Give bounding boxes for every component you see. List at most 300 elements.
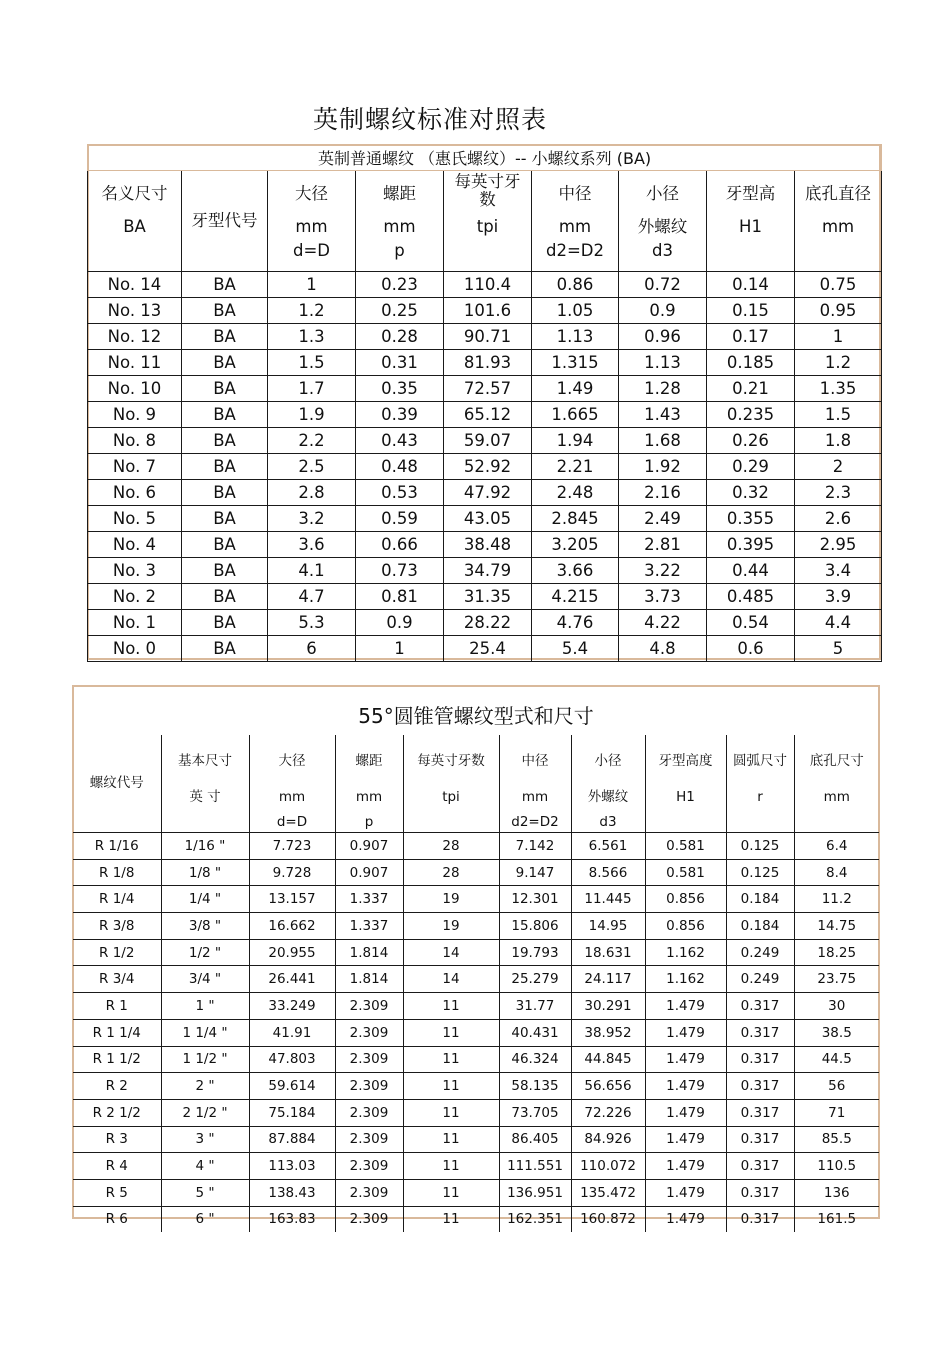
table-cell: 86.405 xyxy=(499,1126,571,1153)
table-cell: 1.479 xyxy=(645,1046,726,1073)
table-cell: 75.184 xyxy=(249,1099,335,1126)
table-cell: 0.317 xyxy=(726,1206,794,1232)
table-cell: 33.249 xyxy=(249,993,335,1020)
table-cell: R 1/8 xyxy=(73,859,161,886)
table-cell: 3.2 xyxy=(268,506,356,532)
table-cell: No. 13 xyxy=(88,298,182,324)
ba-table-row xyxy=(88,532,882,558)
table-cell: 0.355 xyxy=(707,506,795,532)
table-cell: No. 8 xyxy=(88,428,182,454)
table-cell: 11 xyxy=(403,1099,499,1126)
table-cell: 9.728 xyxy=(249,859,335,886)
pipe-header-pitch: 螺距 mm p xyxy=(335,735,403,833)
table-cell: 0.95 xyxy=(795,298,882,324)
table-cell: 71 xyxy=(794,1099,879,1126)
table-cell: 2.309 xyxy=(335,1153,403,1180)
ba-table-row xyxy=(88,272,882,298)
table-cell: 0.317 xyxy=(726,993,794,1020)
table-cell: 31.35 xyxy=(444,584,532,610)
table-cell: 1.9 xyxy=(268,402,356,428)
ba-thread-table xyxy=(87,144,882,662)
table-cell: 28 xyxy=(403,859,499,886)
table-cell: 0.9 xyxy=(619,298,707,324)
table-cell: 2.16 xyxy=(619,480,707,506)
table-cell: 2.21 xyxy=(532,454,619,480)
table-cell: 2.6 xyxy=(795,506,882,532)
ba-table-row xyxy=(88,298,882,324)
table-cell: BA xyxy=(182,454,268,480)
ba-table-row xyxy=(88,584,882,610)
table-cell: 0.32 xyxy=(707,480,795,506)
table-cell: 1.35 xyxy=(795,376,882,402)
table-cell: 0.15 xyxy=(707,298,795,324)
table-cell: 18.631 xyxy=(571,939,645,966)
table-cell: 44.5 xyxy=(794,1046,879,1073)
ba-header-nominal: 名义尺寸 BA xyxy=(88,171,182,272)
table-cell: No. 14 xyxy=(88,272,182,298)
table-cell: 0.59 xyxy=(356,506,444,532)
table-cell: 2.309 xyxy=(335,1126,403,1153)
table-cell: 3.66 xyxy=(532,558,619,584)
table-cell: 24.117 xyxy=(571,966,645,993)
table-cell: 19.793 xyxy=(499,939,571,966)
table-cell: 0.395 xyxy=(707,532,795,558)
table-cell: BA xyxy=(182,636,268,662)
table-cell: 8.566 xyxy=(571,859,645,886)
table-cell: 110.4 xyxy=(444,272,532,298)
table-cell: 0.317 xyxy=(726,1046,794,1073)
table-cell: 0.48 xyxy=(356,454,444,480)
table-cell: 1.479 xyxy=(645,1073,726,1100)
table-cell: 136.951 xyxy=(499,1179,571,1206)
table-cell: No. 12 xyxy=(88,324,182,350)
table-cell: 0.125 xyxy=(726,833,794,860)
ba-table-row xyxy=(88,454,882,480)
table-cell: 1.479 xyxy=(645,1206,726,1232)
pipe-header-drill-size: 底孔尺寸 mm xyxy=(794,735,879,833)
table-cell: 0.856 xyxy=(645,913,726,940)
table-cell: 11 xyxy=(403,1019,499,1046)
pipe-header-code: 螺纹代号 xyxy=(73,735,161,833)
ba-table-row xyxy=(88,350,882,376)
table-cell: 81.93 xyxy=(444,350,532,376)
table-cell: 11 xyxy=(403,1206,499,1232)
table-cell: 3.73 xyxy=(619,584,707,610)
table-cell: No. 1 xyxy=(88,610,182,636)
table-cell: 4.22 xyxy=(619,610,707,636)
table-cell: 5 xyxy=(795,636,882,662)
table-cell: 0.485 xyxy=(707,584,795,610)
table-cell: 0.185 xyxy=(707,350,795,376)
table-cell: 38.5 xyxy=(794,1019,879,1046)
table-cell: 47.92 xyxy=(444,480,532,506)
table-cell: 3.205 xyxy=(532,532,619,558)
table-cell: 0.317 xyxy=(726,1099,794,1126)
table-cell: 1 xyxy=(356,636,444,662)
table-cell: 1.162 xyxy=(645,939,726,966)
ba-table-row xyxy=(88,402,882,428)
table-cell: 0.17 xyxy=(707,324,795,350)
table-cell: 6.561 xyxy=(571,833,645,860)
pipe-header-thread-height: 牙型高度 H1 xyxy=(645,735,726,833)
table-cell: 46.324 xyxy=(499,1046,571,1073)
table-cell: 25.279 xyxy=(499,966,571,993)
ba-header-major-dia: 大径 mm d=D xyxy=(268,171,356,272)
table-cell: 43.05 xyxy=(444,506,532,532)
table-cell: No. 4 xyxy=(88,532,182,558)
table-cell: 1.814 xyxy=(335,939,403,966)
table-cell: No. 3 xyxy=(88,558,182,584)
pipe-table-row xyxy=(73,913,879,940)
table-cell: 0.317 xyxy=(726,1126,794,1153)
table-cell: 136 xyxy=(794,1179,879,1206)
table-cell: 0.6 xyxy=(707,636,795,662)
table-cell: 0.26 xyxy=(707,428,795,454)
table-cell: 2.49 xyxy=(619,506,707,532)
table-cell: 59.07 xyxy=(444,428,532,454)
ba-header-drill-dia: 底孔直径 mm xyxy=(795,171,882,272)
table-cell: R 1 1/4 xyxy=(73,1019,161,1046)
table-cell: 3/8 " xyxy=(161,913,249,940)
table-cell: 0.21 xyxy=(707,376,795,402)
table-cell: 0.14 xyxy=(707,272,795,298)
table-cell: 73.705 xyxy=(499,1099,571,1126)
table-cell: R 1 1/2 xyxy=(73,1046,161,1073)
pipe-table-row xyxy=(73,1046,879,1073)
ba-table-row xyxy=(88,610,882,636)
table-cell: 11 xyxy=(403,1126,499,1153)
table-cell: BA xyxy=(182,402,268,428)
table-cell: 0.29 xyxy=(707,454,795,480)
table-cell: 162.351 xyxy=(499,1206,571,1232)
table-cell: 2.8 xyxy=(268,480,356,506)
table-cell: 7.142 xyxy=(499,833,571,860)
table-cell: No. 7 xyxy=(88,454,182,480)
table-cell: 110.072 xyxy=(571,1153,645,1180)
table-cell: 11 xyxy=(403,1179,499,1206)
table-cell: 1/4 " xyxy=(161,886,249,913)
table-cell: 4.7 xyxy=(268,584,356,610)
pipe-table-row xyxy=(73,1019,879,1046)
table-cell: 44.845 xyxy=(571,1046,645,1073)
table-cell: 1.337 xyxy=(335,886,403,913)
table-cell: 11 xyxy=(403,1046,499,1073)
table-cell: 38.48 xyxy=(444,532,532,558)
table-cell: 30 xyxy=(794,993,879,1020)
table-cell: 41.91 xyxy=(249,1019,335,1046)
table-cell: 1 1/2 " xyxy=(161,1046,249,1073)
table-cell: 56 xyxy=(794,1073,879,1100)
table-cell: 5 " xyxy=(161,1179,249,1206)
table-cell: 6 xyxy=(268,636,356,662)
table-cell: 4 " xyxy=(161,1153,249,1180)
table-cell: R 1 xyxy=(73,993,161,1020)
table-cell: 5.4 xyxy=(532,636,619,662)
table-cell: 25.4 xyxy=(444,636,532,662)
table-cell: 34.79 xyxy=(444,558,532,584)
table-cell: R 5 xyxy=(73,1179,161,1206)
table-cell: 14.95 xyxy=(571,913,645,940)
table-cell: No. 0 xyxy=(88,636,182,662)
table-cell: 2 1/2 " xyxy=(161,1099,249,1126)
table-cell: 0.184 xyxy=(726,913,794,940)
table-cell: BA xyxy=(182,272,268,298)
pipe-header-arc-radius: 圆弧尺寸 r xyxy=(726,735,794,833)
ba-table-caption: 英制普通螺纹 （惠氏螺纹）-- 小螺纹系列 (BA) xyxy=(88,145,882,171)
table-cell: 1.13 xyxy=(619,350,707,376)
table-cell: 0.96 xyxy=(619,324,707,350)
table-cell: 0.317 xyxy=(726,1073,794,1100)
pipe-header-basic-size: 基本尺寸 英 寸 xyxy=(161,735,249,833)
table-cell: BA xyxy=(182,480,268,506)
table-cell: 3.9 xyxy=(795,584,882,610)
ba-header-tpi: 每英寸牙数 tpi xyxy=(444,171,532,272)
table-cell: 0.235 xyxy=(707,402,795,428)
table-cell: 1.68 xyxy=(619,428,707,454)
table-cell: 4.1 xyxy=(268,558,356,584)
table-cell: 1/16 " xyxy=(161,833,249,860)
table-cell: 47.803 xyxy=(249,1046,335,1073)
table-cell: BA xyxy=(182,428,268,454)
table-cell: 7.723 xyxy=(249,833,335,860)
table-cell: 1.479 xyxy=(645,1153,726,1180)
table-cell: BA xyxy=(182,610,268,636)
table-cell: 2.95 xyxy=(795,532,882,558)
table-cell: 1.479 xyxy=(645,993,726,1020)
table-cell: 1 " xyxy=(161,993,249,1020)
table-cell: 2.309 xyxy=(335,993,403,1020)
table-cell: 3.22 xyxy=(619,558,707,584)
table-cell: 0.23 xyxy=(356,272,444,298)
table-cell: 1.665 xyxy=(532,402,619,428)
table-cell: No. 10 xyxy=(88,376,182,402)
table-cell: 0.81 xyxy=(356,584,444,610)
table-cell: 1.162 xyxy=(645,966,726,993)
table-cell: 0.43 xyxy=(356,428,444,454)
table-cell: R 3/8 xyxy=(73,913,161,940)
table-cell: 3/4 " xyxy=(161,966,249,993)
table-cell: 0.317 xyxy=(726,1019,794,1046)
table-cell: 101.6 xyxy=(444,298,532,324)
pipe-table-row xyxy=(73,859,879,886)
table-cell: 4.8 xyxy=(619,636,707,662)
table-cell: 0.75 xyxy=(795,272,882,298)
ba-table-row xyxy=(88,480,882,506)
table-cell: 4.4 xyxy=(795,610,882,636)
table-cell: 2 " xyxy=(161,1073,249,1100)
table-cell: 84.926 xyxy=(571,1126,645,1153)
table-cell: 0.125 xyxy=(726,859,794,886)
table-cell: 0.44 xyxy=(707,558,795,584)
table-cell: 1.337 xyxy=(335,913,403,940)
ba-table-row xyxy=(88,376,882,402)
ba-header-profile: 牙型代号 xyxy=(182,171,268,272)
pipe-table-row xyxy=(73,1179,879,1206)
table-cell: R 6 xyxy=(73,1206,161,1232)
table-cell: 9.147 xyxy=(499,859,571,886)
table-cell: 72.57 xyxy=(444,376,532,402)
table-cell: 1.479 xyxy=(645,1019,726,1046)
table-cell: 11 xyxy=(403,1153,499,1180)
table-cell: 2.48 xyxy=(532,480,619,506)
table-cell: 11.445 xyxy=(571,886,645,913)
table-cell: 52.92 xyxy=(444,454,532,480)
table-cell: 2.309 xyxy=(335,1073,403,1100)
table-cell: 138.43 xyxy=(249,1179,335,1206)
ba-header-pitch: 螺距 mm p xyxy=(356,171,444,272)
ba-header-thread-height: 牙型高 H1 xyxy=(707,171,795,272)
table-cell: R 2 1/2 xyxy=(73,1099,161,1126)
table-cell: No. 2 xyxy=(88,584,182,610)
table-cell: 40.431 xyxy=(499,1019,571,1046)
table-cell: 1.05 xyxy=(532,298,619,324)
table-cell: 85.5 xyxy=(794,1126,879,1153)
table-cell: 2.309 xyxy=(335,1019,403,1046)
table-cell: 14 xyxy=(403,966,499,993)
table-cell: R 2 xyxy=(73,1073,161,1100)
table-cell: 1.49 xyxy=(532,376,619,402)
pipe-thread-table xyxy=(73,735,879,1232)
table-cell: 18.25 xyxy=(794,939,879,966)
table-cell: 1.94 xyxy=(532,428,619,454)
table-cell: 4.215 xyxy=(532,584,619,610)
table-cell: 0.66 xyxy=(356,532,444,558)
table-cell: 0.317 xyxy=(726,1179,794,1206)
table-cell: 87.884 xyxy=(249,1126,335,1153)
table-cell: 65.12 xyxy=(444,402,532,428)
table-cell: BA xyxy=(182,324,268,350)
table-cell: 1.479 xyxy=(645,1099,726,1126)
table-cell: 19 xyxy=(403,886,499,913)
table-cell: 110.5 xyxy=(794,1153,879,1180)
pipe-header-major-dia: 大径 mm d=D xyxy=(249,735,335,833)
table-cell: 163.83 xyxy=(249,1206,335,1232)
table-cell: 2.81 xyxy=(619,532,707,558)
table-cell: 0.28 xyxy=(356,324,444,350)
table-cell: 1.3 xyxy=(268,324,356,350)
table-cell: BA xyxy=(182,298,268,324)
pipe-header-tpi: 每英寸牙数 tpi xyxy=(403,735,499,833)
table-cell: 72.226 xyxy=(571,1099,645,1126)
table-cell: 11 xyxy=(403,1073,499,1100)
table-cell: 31.77 xyxy=(499,993,571,1020)
table-cell: 12.301 xyxy=(499,886,571,913)
table-cell: 28 xyxy=(403,833,499,860)
table-cell: 2.309 xyxy=(335,1179,403,1206)
table-cell: 1/8 " xyxy=(161,859,249,886)
table-cell: 2.309 xyxy=(335,1206,403,1232)
table-cell: 111.551 xyxy=(499,1153,571,1180)
table-cell: R 3/4 xyxy=(73,966,161,993)
table-cell: 0.907 xyxy=(335,859,403,886)
table-cell: 28.22 xyxy=(444,610,532,636)
table-cell: 1.8 xyxy=(795,428,882,454)
ba-table-row xyxy=(88,428,882,454)
table-cell: 14 xyxy=(403,939,499,966)
table-cell: 1.92 xyxy=(619,454,707,480)
table-cell: 1 1/4 " xyxy=(161,1019,249,1046)
table-cell: 11 xyxy=(403,993,499,1020)
table-cell: R 4 xyxy=(73,1153,161,1180)
table-cell: 23.75 xyxy=(794,966,879,993)
table-cell: 15.806 xyxy=(499,913,571,940)
table-cell: 58.135 xyxy=(499,1073,571,1100)
pipe-table-row xyxy=(73,1099,879,1126)
table-cell: 11.2 xyxy=(794,886,879,913)
table-cell: 0.907 xyxy=(335,833,403,860)
table-cell: 6.4 xyxy=(794,833,879,860)
table-cell: 30.291 xyxy=(571,993,645,1020)
table-cell: 1.2 xyxy=(795,350,882,376)
table-cell: 0.86 xyxy=(532,272,619,298)
pipe-table-title: 55°圆锥管螺纹型式和尺寸 xyxy=(358,704,594,728)
pipe-table-row xyxy=(73,1206,879,1232)
table-cell: 0.581 xyxy=(645,859,726,886)
table-cell: 0.39 xyxy=(356,402,444,428)
table-cell: 0.72 xyxy=(619,272,707,298)
pipe-table-row xyxy=(73,1153,879,1180)
table-cell: R 1/16 xyxy=(73,833,161,860)
table-cell: 2 xyxy=(795,454,882,480)
table-cell: 26.441 xyxy=(249,966,335,993)
table-cell: R 3 xyxy=(73,1126,161,1153)
table-cell: 113.03 xyxy=(249,1153,335,1180)
table-cell: 0.73 xyxy=(356,558,444,584)
table-cell: 0.25 xyxy=(356,298,444,324)
pipe-table-row xyxy=(73,939,879,966)
table-cell: 2.309 xyxy=(335,1099,403,1126)
table-cell: 4.76 xyxy=(532,610,619,636)
table-cell: 1.7 xyxy=(268,376,356,402)
table-cell: 19 xyxy=(403,913,499,940)
table-cell: 8.4 xyxy=(794,859,879,886)
table-cell: 5.3 xyxy=(268,610,356,636)
ba-header-row xyxy=(88,171,882,272)
table-cell: 6 " xyxy=(161,1206,249,1232)
table-cell: 0.31 xyxy=(356,350,444,376)
table-cell: 1.43 xyxy=(619,402,707,428)
table-cell: BA xyxy=(182,532,268,558)
table-cell: 1.28 xyxy=(619,376,707,402)
table-cell: 2.2 xyxy=(268,428,356,454)
table-cell: 1.5 xyxy=(268,350,356,376)
table-cell: No. 6 xyxy=(88,480,182,506)
table-cell: 0.249 xyxy=(726,966,794,993)
table-cell: 0.184 xyxy=(726,886,794,913)
table-cell: No. 9 xyxy=(88,402,182,428)
table-cell: R 1/2 xyxy=(73,939,161,966)
table-cell: 1.315 xyxy=(532,350,619,376)
pipe-table-row xyxy=(73,833,879,860)
table-cell: 13.157 xyxy=(249,886,335,913)
pipe-header-pitch-dia: 中径 mm d2=D2 xyxy=(499,735,571,833)
table-cell: BA xyxy=(182,350,268,376)
table-cell: 135.472 xyxy=(571,1179,645,1206)
table-cell: 160.872 xyxy=(571,1206,645,1232)
table-cell: 59.614 xyxy=(249,1073,335,1100)
table-cell: 2.845 xyxy=(532,506,619,532)
pipe-table-row xyxy=(73,1073,879,1100)
table-cell: 0.317 xyxy=(726,1153,794,1180)
table-cell: 161.5 xyxy=(794,1206,879,1232)
table-cell: 1.814 xyxy=(335,966,403,993)
table-cell: 1.13 xyxy=(532,324,619,350)
table-cell: 20.955 xyxy=(249,939,335,966)
table-cell: 3.6 xyxy=(268,532,356,558)
ba-table-row xyxy=(88,636,882,662)
table-cell: BA xyxy=(182,584,268,610)
page-title: 英制螺纹标准对照表 xyxy=(312,105,547,134)
